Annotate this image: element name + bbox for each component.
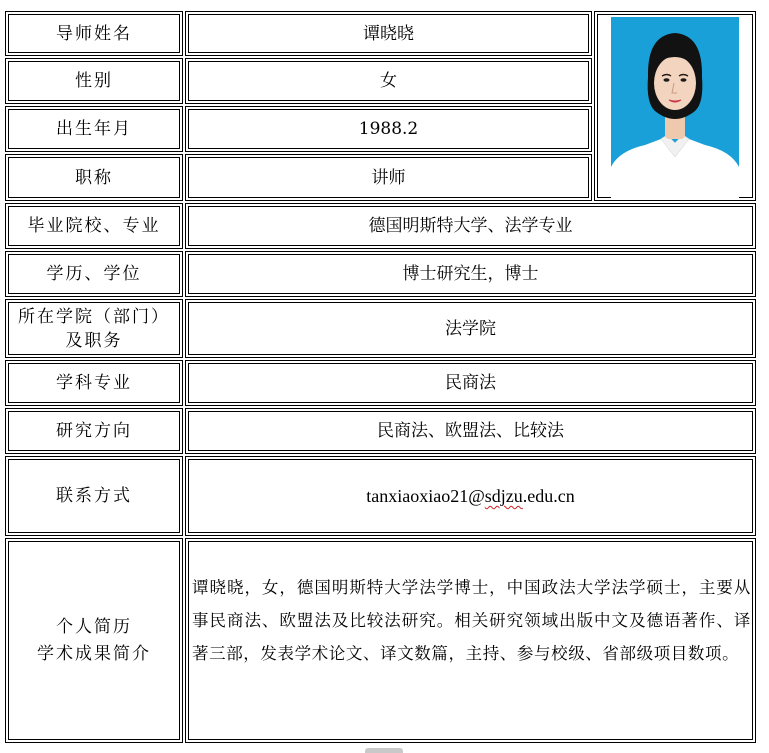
value-major	[185, 360, 756, 406]
value-dept	[185, 299, 756, 358]
label-research-text: 研究方向	[56, 421, 132, 441]
value-dept-text: 法学院	[445, 318, 496, 339]
label-dept-line1: 所在学院（部门）	[18, 306, 170, 327]
portrait-photo	[611, 17, 739, 199]
photo-cell	[594, 11, 756, 201]
label-bio	[5, 538, 183, 743]
label-contact-text: 联系方式	[56, 486, 132, 506]
label-degree	[5, 251, 183, 297]
label-name	[5, 11, 183, 56]
label-title	[5, 154, 183, 201]
value-gender-text: 女	[380, 71, 397, 91]
value-title-text: 讲师	[371, 167, 406, 188]
label-name-text: 导师姓名	[56, 23, 132, 44]
label-bio-line2: 学术成果简介	[37, 643, 151, 664]
value-birth-text: 1988.2	[358, 119, 419, 139]
value-name-text: 谭晓晓	[363, 23, 414, 44]
email-domain: sdjzu	[484, 486, 523, 506]
label-bio-line1: 个人简历	[56, 616, 132, 637]
email-user: tanxiaoxiao21@	[366, 486, 485, 506]
label-dept	[5, 299, 183, 358]
value-degree	[185, 251, 756, 297]
label-major-text: 学科专业	[56, 373, 132, 393]
value-contact[interactable]	[185, 456, 756, 536]
label-major	[5, 360, 183, 406]
value-name	[185, 11, 592, 56]
label-school	[5, 203, 183, 249]
value-major-text: 民商法	[445, 373, 496, 393]
label-school-text: 毕业院校、专业	[27, 216, 161, 236]
value-research-text: 民商法、欧盟法、比较法	[377, 421, 564, 441]
portrait-illustration	[611, 17, 739, 199]
label-degree-text: 学历、学位	[46, 264, 142, 284]
label-title-text: 职称	[75, 167, 113, 188]
label-gender	[5, 58, 183, 104]
label-dept-line2: 及职务	[65, 330, 123, 351]
value-gender	[185, 58, 592, 104]
email-link[interactable]	[366, 484, 575, 508]
value-degree-text: 博士研究生，博士	[402, 264, 539, 284]
value-school	[185, 203, 756, 249]
value-bio	[185, 538, 756, 743]
value-title	[185, 154, 592, 201]
email-tld: .edu.cn	[522, 486, 575, 506]
label-research	[5, 408, 183, 454]
label-gender-text: 性别	[75, 71, 113, 91]
label-contact	[5, 456, 183, 536]
value-birth	[185, 106, 592, 152]
label-birth	[5, 106, 183, 152]
value-research	[185, 408, 756, 454]
value-school-text: 德国明斯特大学、法学专业	[368, 216, 573, 236]
scrollbar-thumb[interactable]	[365, 748, 403, 753]
bio-text: 谭晓晓，女，德国明斯特大学法学博士，中国政法大学法学硕士，主要从事民商法、欧盟法及比较法研究。相关研究领域出版中文及德语著作、译著三部，发表学术论文、译文数篇，主持、参与校级、省部级项目数项。	[192, 578, 751, 663]
label-birth-text: 出生年月	[56, 119, 132, 139]
